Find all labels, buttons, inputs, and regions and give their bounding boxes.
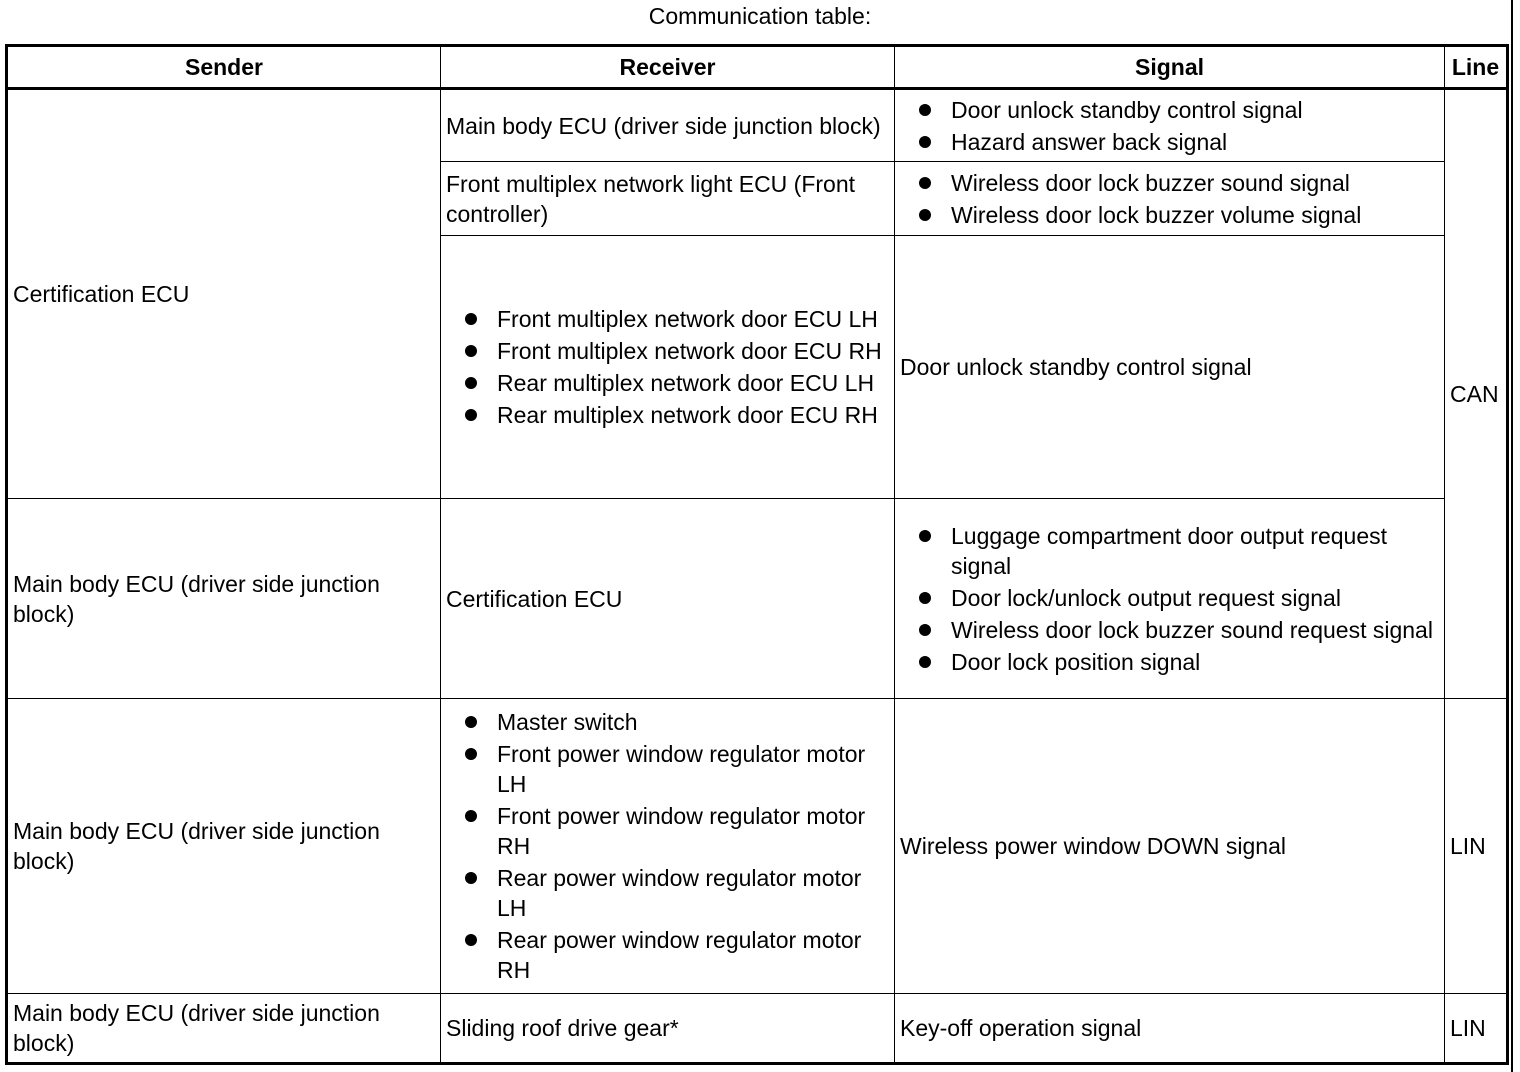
list-item: Front power window regulator motor LH [446, 739, 889, 799]
list-item: Front power window regulator motor RH [446, 801, 889, 861]
list-item: Luggage compartment door output request signal [900, 521, 1439, 581]
signal-cell: Wireless power window DOWN signal [895, 699, 1445, 994]
communication-table [5, 44, 1509, 1065]
list-item: Rear multiplex network door ECU LH [446, 368, 889, 398]
header-sender: Sender [7, 46, 441, 89]
receiver-cell: Main body ECU (driver side junction block) [441, 89, 895, 162]
sender-cell: Main body ECU (driver side junction block) [7, 498, 441, 698]
header-row [7, 46, 1508, 89]
table-row [7, 498, 1508, 698]
list-item: Door lock position signal [900, 647, 1439, 677]
sender-cell: Main body ECU (driver side junction block) [7, 699, 441, 994]
sender-cell: Certification ECU [7, 89, 441, 499]
header-line: Line [1445, 46, 1508, 89]
signal-cell: Key-off operation signal [895, 993, 1445, 1063]
signal-list [900, 521, 1439, 677]
list-item: Front multiplex network door ECU LH [446, 304, 889, 334]
table-caption: Communication table: [648, 3, 872, 29]
list-item: Wireless door lock buzzer volume signal [900, 200, 1439, 230]
header-signal: Signal [895, 46, 1445, 89]
signal-list [900, 95, 1439, 157]
list-item: Front multiplex network door ECU RH [446, 336, 889, 366]
list-item: Door lock/unlock output request signal [900, 583, 1439, 613]
line-cell: LIN [1445, 699, 1508, 994]
receiver-cell: Sliding roof drive gear* [441, 993, 895, 1063]
receiver-list [446, 707, 889, 985]
page-border-line [1511, 0, 1513, 1072]
list-item: Hazard answer back signal [900, 127, 1439, 157]
list-item: Wireless door lock buzzer sound signal [900, 168, 1439, 198]
list-item: Rear power window regulator motor RH [446, 925, 889, 985]
list-item: Wireless door lock buzzer sound request signal [900, 615, 1439, 645]
sender-cell: Main body ECU (driver side junction block) [7, 993, 441, 1063]
header-receiver: Receiver [441, 46, 895, 89]
signal-list [900, 168, 1439, 230]
table-row [7, 699, 1508, 994]
signal-cell [895, 498, 1445, 698]
list-item: Master switch [446, 707, 889, 737]
line-cell: CAN [1445, 89, 1508, 699]
line-cell: LIN [1445, 993, 1508, 1063]
receiver-list [446, 304, 889, 430]
table-row [7, 993, 1508, 1063]
receiver-cell [441, 699, 895, 994]
list-item: Door unlock standby control signal [900, 95, 1439, 125]
signal-cell [895, 89, 1445, 162]
list-item: Rear multiplex network door ECU RH [446, 400, 889, 430]
list-item: Rear power window regulator motor LH [446, 863, 889, 923]
signal-cell: Door unlock standby control signal [895, 236, 1445, 499]
receiver-cell: Front multiplex network light ECU (Front controller) [441, 162, 895, 236]
receiver-cell: Certification ECU [441, 498, 895, 698]
receiver-cell [441, 236, 895, 499]
signal-cell [895, 162, 1445, 236]
table-row [7, 89, 1508, 162]
